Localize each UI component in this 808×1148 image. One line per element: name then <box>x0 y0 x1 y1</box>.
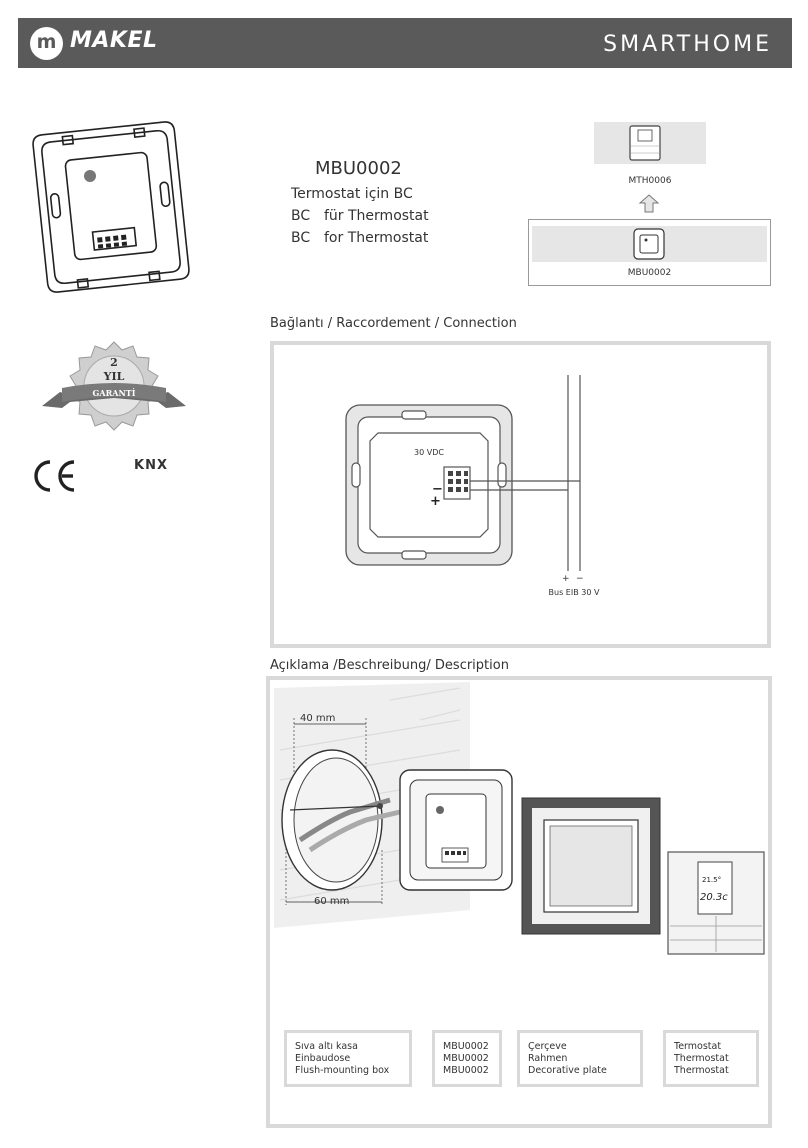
legend-line: Rahmen <box>528 1053 568 1064</box>
legend-line: Termostat <box>674 1041 722 1052</box>
product-description-lang: BC <box>291 208 311 224</box>
knx-logo: KNX <box>134 458 168 473</box>
legend-line: Çerçeve <box>528 1041 567 1052</box>
legend-module <box>432 1030 502 1087</box>
warranty-years: 2 <box>110 356 118 369</box>
product-illustration <box>30 118 192 296</box>
wiring-diagram <box>274 345 767 644</box>
header-bar <box>18 18 792 68</box>
product-description-lang: BC <box>291 230 311 246</box>
product-description-text: Termostat için BC <box>291 186 413 202</box>
brand-name: MAKEL <box>70 28 158 53</box>
warranty-word: YIL <box>103 370 125 383</box>
legend-line: Decorative plate <box>528 1065 607 1076</box>
product-code: MBU0002 <box>315 158 402 179</box>
product-description-de <box>291 208 429 224</box>
display-temperature: 20.3c <box>700 892 728 903</box>
display-setpoint: 21.5° <box>702 876 722 884</box>
warranty-badge <box>38 340 190 432</box>
voltage-label: 30 VDC <box>414 448 444 457</box>
arrow-up-icon <box>638 194 660 214</box>
legend-line: Sıva altı kasa <box>295 1041 358 1052</box>
legend-line: Thermostat <box>674 1053 729 1064</box>
legend-flush-box <box>284 1030 412 1087</box>
terminal-minus-label: − <box>432 482 443 497</box>
dimension-40-label: 40 mm <box>300 713 336 724</box>
connection-panel <box>270 341 771 648</box>
module-thumbnail-icon <box>532 226 767 262</box>
product-description-text: für Thermostat <box>324 208 429 224</box>
compat-thermostat-tile <box>594 122 706 164</box>
ce-mark-icon <box>30 458 78 494</box>
installation-diagram <box>270 680 768 1028</box>
legend-line: Flush-mounting box <box>295 1065 390 1076</box>
legend-line: MBU0002 <box>443 1053 489 1064</box>
legend-line: MBU0002 <box>443 1065 489 1076</box>
compat-top-label: MTH0006 <box>628 176 672 186</box>
warranty-ribbon-text: GARANTİ <box>92 388 136 398</box>
bus-minus-label: − <box>576 574 584 584</box>
product-description-en <box>291 230 428 246</box>
legend-line: Thermostat <box>674 1065 729 1076</box>
product-description-tr <box>291 186 413 202</box>
terminal-plus-label: + <box>430 494 441 509</box>
brand-logo-mark: m <box>30 27 63 60</box>
dimension-60-label: 60 mm <box>314 896 350 907</box>
thermostat-thumbnail-icon <box>594 122 706 164</box>
legend-line: Einbaudose <box>295 1053 351 1064</box>
compat-module-band <box>532 226 767 262</box>
legend-thermostat <box>663 1030 759 1087</box>
compat-module-box <box>528 219 771 286</box>
product-line-name: SMARTHOME <box>603 32 772 57</box>
description-section-title: Açıklama /Beschreibung/ Description <box>270 658 509 673</box>
connection-section-title: Bağlantı / Raccordement / Connection <box>270 316 517 331</box>
compat-bottom-label: MBU0002 <box>627 268 672 278</box>
bus-label: Bus EIB 30 V <box>548 588 600 597</box>
product-description-text: for Thermostat <box>324 230 429 246</box>
bus-plus-label: + <box>562 574 570 584</box>
legend-frame <box>517 1030 643 1087</box>
legend-line: MBU0002 <box>443 1041 489 1052</box>
